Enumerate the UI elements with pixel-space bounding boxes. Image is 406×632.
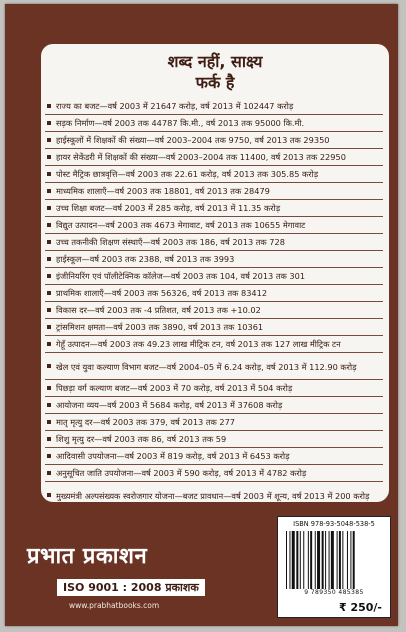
fact-item	[41, 285, 389, 301]
fact-text: विकास दर—वर्ष 2003 तक -4 प्रतिशत, वर्ष 2013 तक +10.02	[56, 304, 261, 315]
barcode-digits: 9 789350 485385	[304, 589, 364, 596]
bullet-icon	[47, 420, 51, 424]
fact-item	[41, 482, 389, 508]
fact-list	[41, 98, 389, 508]
fact-text: हाईस्कूल—वर्ष 2003 तक 2388, वर्ष 2013 तक 3993	[56, 253, 235, 264]
bullet-icon	[47, 308, 51, 312]
bullet-icon	[47, 493, 51, 497]
fact-text: इंजीनियरिंग एवं पॉलीटेक्निक कॉलेज—वर्ष 2003 तक 104, वर्ष 2013 तक 301	[56, 270, 306, 281]
fact-item	[41, 98, 389, 114]
price-label: ₹ 250/-	[338, 601, 382, 614]
bullet-icon	[47, 223, 51, 227]
bullet-icon	[47, 274, 51, 278]
fact-text: पोस्ट मैट्रिक छात्रवृत्ति—वर्ष 2003 तक 22.61 करोड़, वर्ष 2013 तक 305.85 करोड़	[56, 168, 319, 179]
fact-item	[41, 234, 389, 250]
fact-item	[41, 414, 389, 430]
fact-text: आदिवासी उपयोजना—वर्ष 2003 में 819 करोड़, वर्ष 2013 में 6453 करोड़	[56, 450, 290, 461]
bullet-icon	[47, 364, 51, 368]
fact-item	[41, 302, 389, 318]
fact-item	[41, 268, 389, 284]
fact-text: हाईस्कूलों में शिक्षकों की संख्या—वर्ष 2003–2004 तक 9750, वर्ष 2013 तक 29350	[56, 134, 330, 145]
fact-text: मुख्यमंत्री अल्पसंख्यक स्वरोजगार योजना—बजट प्रावधान—वर्ष 2003 में शून्य, वर्ष 2013 में 200 करोड़	[56, 490, 370, 501]
fact-item	[41, 115, 389, 131]
bullet-icon	[47, 138, 51, 142]
fact-text: गेहूँ उत्पादन—वर्ष 2003 तक 49.23 लाख मीट्रिक टन, वर्ष 2013 तक 127 लाख मीट्रिक टन	[56, 338, 341, 349]
fact-text: उच्च तकनीकी शिक्षण संस्थाएँ—वर्ष 2003 तक 186, वर्ष 2013 तक 728	[56, 236, 285, 247]
fact-text: प्राथमिक शालाएँ—वर्ष 2003 तक 56326, वर्ष 2013 तक 83412	[56, 287, 268, 298]
bullet-icon	[47, 325, 51, 329]
fact-item	[41, 336, 389, 352]
iso-badge: ISO 9001 : 2008 प्रकाशक	[57, 579, 205, 596]
panel-title-line1: शब्द नहीं, साक्ष्य	[167, 52, 263, 71]
fact-text: खेल एवं युवा कल्याण विभाग बजट—वर्ष 2004–05 में 6.24 करोड़, वर्ष 2013 में 112.90 करोड़	[56, 361, 357, 372]
bullet-icon	[47, 471, 51, 475]
fact-text: पिछड़ा वर्ग कल्याण बजट—वर्ष 2003 में 70 करोड़, वर्ष 2013 में 504 करोड़	[56, 382, 293, 393]
fact-text: मातृ मृत्यु दर—वर्ष 2003 तक 379, वर्ष 2013 तक 277	[56, 416, 236, 427]
bullet-icon	[47, 437, 51, 441]
fact-text: आयोजना व्यय—वर्ष 2003 में 5684 करोड़, वर्ष 2013 में 37608 करोड़	[56, 399, 283, 410]
fact-text: उच्च शिक्षा बजट—वर्ष 2003 में 285 करोड़, वर्ष 2013 में 11.35 करोड़	[56, 202, 281, 213]
back-cover	[5, 4, 398, 626]
barcode-icon	[286, 531, 382, 589]
bullet-icon	[47, 104, 51, 108]
fact-item	[41, 200, 389, 216]
bullet-icon	[47, 342, 51, 346]
panel-title-line2: फर्क है	[195, 73, 235, 92]
bullet-icon	[47, 403, 51, 407]
fact-item	[41, 431, 389, 447]
fact-item	[41, 465, 389, 481]
fact-item	[41, 397, 389, 413]
fact-text: हायर सेकेंडरी में शिक्षकों की संख्या—वर्ष 2003–2004 तक 11400, वर्ष 2013 तक 22950	[56, 151, 346, 162]
fact-item	[41, 251, 389, 267]
fact-item	[41, 132, 389, 148]
publisher-logo-text: प्रभात प्रकाशन	[27, 544, 148, 569]
isbn-label: ISBN 978-93-5048-538-5	[293, 520, 375, 528]
fact-item	[41, 353, 389, 379]
bullet-icon	[47, 386, 51, 390]
fact-item	[41, 217, 389, 233]
fact-text: सड़क निर्माण—वर्ष 2003 तक 44787 कि.मी., वर्ष 2013 तक 95000 कि.मी.	[56, 117, 305, 128]
fact-item	[41, 448, 389, 464]
fact-item	[41, 166, 389, 182]
publisher-website: www.prabhatbooks.com	[69, 601, 160, 610]
bullet-icon	[47, 206, 51, 210]
bullet-icon	[47, 257, 51, 261]
fact-text: राज्य का बजट—वर्ष 2003 में 21647 करोड़, वर्ष 2013 में 102447 करोड़	[56, 100, 294, 111]
fact-text: शिशु मृत्यु दर—वर्ष 2003 तक 86, वर्ष 2013 तक 59	[56, 433, 227, 444]
fact-item	[41, 380, 389, 396]
facts-panel	[41, 44, 389, 502]
bullet-icon	[47, 291, 51, 295]
bullet-icon	[47, 155, 51, 159]
fact-text: माध्यमिक शालाएँ—वर्ष 2003 तक 18801, वर्ष 2013 तक 28479	[56, 185, 270, 196]
bullet-icon	[47, 454, 51, 458]
fact-text: अनुसूचित जाति उपयोजना—वर्ष 2003 में 590 करोड़, वर्ष 2013 में 4782 करोड़	[56, 467, 307, 478]
bullet-icon	[47, 121, 51, 125]
fact-text: ट्रांसमिशन क्षमता—वर्ष 2003 तक 3890, वर्ष 2013 तक 10361	[56, 321, 264, 332]
bullet-icon	[47, 189, 51, 193]
fact-item	[41, 149, 389, 165]
fact-item	[41, 319, 389, 335]
bullet-icon	[47, 172, 51, 176]
bullet-icon	[47, 240, 51, 244]
fact-text: विद्युत उत्पादन—वर्ष 2003 तक 4673 मेगावाट, वर्ष 2013 तक 10655 मेगावाट	[56, 219, 306, 230]
fact-item	[41, 183, 389, 199]
barcode-box	[277, 516, 391, 618]
